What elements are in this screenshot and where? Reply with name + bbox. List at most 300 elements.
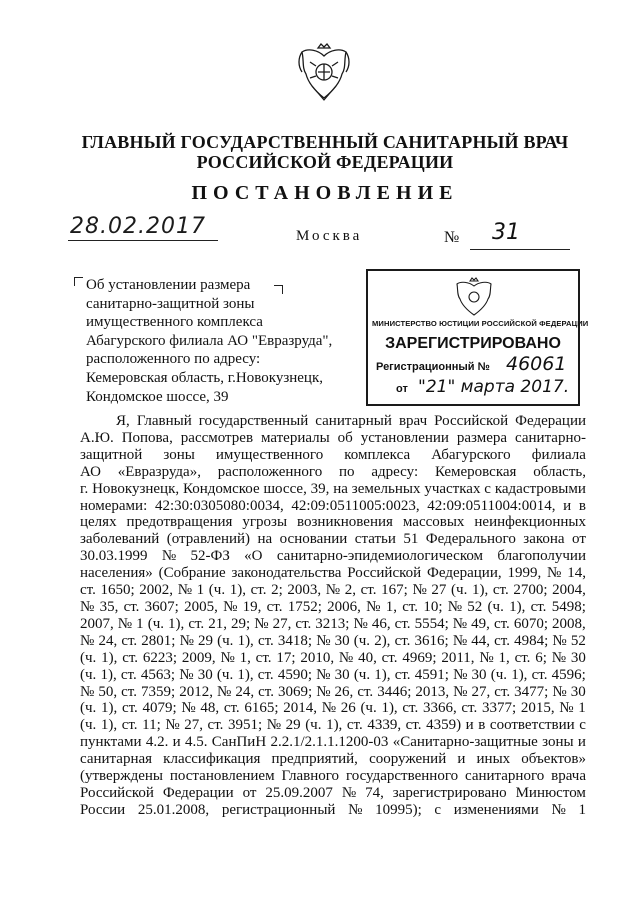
body-word: 2014, [283,700,318,717]
body-word: № [325,582,341,599]
body-word: 4591; [414,666,449,683]
body-word: ст. [402,700,419,717]
body-word: (ч. [147,615,164,632]
body-word: 2; [271,582,283,599]
body-word: 11; [142,717,161,734]
body-word: № [341,784,357,801]
body-word: ст. [207,717,224,734]
body-word: № [117,615,133,632]
body-word: Я, [116,413,130,429]
body-line [80,498,586,515]
body-word: 30 [197,666,213,683]
body-word: ст. [394,666,411,683]
body-word: ст. [258,683,274,700]
body-word: Минюстом [515,784,586,801]
body-word: адресу: [371,463,419,480]
body-word: 19, [242,598,262,615]
body-word: 49, [471,615,490,632]
body-word: ст. [394,632,411,649]
registration-stamp [366,269,589,406]
body-word: № [179,666,194,683]
body-word: с [579,717,586,734]
body-word: номерами: [80,497,148,514]
body-word: 2009, [181,649,216,666]
body-word: 24, [98,632,118,649]
body-word: санитарного [464,768,545,785]
body-word: соответствии [489,717,575,734]
body-word: 27 [431,582,447,599]
body-word: по [339,463,355,480]
body-word: государственный [198,413,309,429]
body-word: 2006, [327,598,361,615]
body-word: № [452,615,468,632]
body-word: регистрационный [221,801,336,818]
body-word: (ч. [490,666,508,683]
body-word: ст. [223,700,240,717]
body-line [80,430,586,447]
body-word: 30.03.1999 [80,548,148,565]
issuing-authority [60,132,590,172]
body-word: в [578,497,586,514]
body-word: 4563; [140,666,176,683]
body-word: 4984; [514,632,549,649]
body-word: (ч. [80,649,97,666]
body-word: 17; [276,649,296,666]
body-word: № [80,632,95,649]
body-word: 5554; [414,615,449,632]
subject-line: имущественного комплекса [86,314,263,331]
body-word: угрозы [242,514,288,531]
body-word: ст. [121,632,138,649]
body-word: № [220,649,235,666]
body-word: зарегистрировано [392,784,507,801]
body-word: ст. [188,615,205,632]
body-word: 52 [570,632,586,649]
body-word: (ч. [80,700,97,717]
body-word: (ч. [360,700,377,717]
body-word: № [366,598,381,615]
body-word: ст. [257,632,274,649]
body-word: санитарный [315,413,392,429]
body-word: 27, [471,683,491,700]
body-word: № [161,548,177,565]
document-number: 31 [492,220,520,245]
body-word: санитарно- [515,429,586,446]
body-word: № [321,700,337,717]
body-word: 4969; [402,649,437,666]
body-word: Новокузнецк, [92,480,180,497]
body-word: № [223,598,238,615]
body-word: ст. [357,683,374,700]
body-word: зоны [163,446,195,463]
body-word: ст. [461,700,478,717]
body-word: 2015, [520,700,555,717]
subject-line: расположенного по адресу: [86,351,261,368]
document-type: ПОСТАНОВЛЕНИЕ [191,182,459,204]
body-word: ст. [121,700,138,717]
body-word: 1), [229,582,246,599]
body-word: ст. [494,683,511,700]
body-line [80,531,586,548]
body-word: 2700; [513,582,548,599]
body-word: 1), [381,700,398,717]
body-word: 1), [509,598,526,615]
body-word: 26, [334,683,354,700]
body-line [80,633,586,650]
body-word: на [333,480,348,497]
body-word: № [552,683,567,700]
body-word: 29 [285,717,301,734]
body-word: Федерации [515,413,586,429]
subject-bracket-left [74,277,83,286]
stamp-reg-number: 46061 [506,353,567,375]
document-subject [86,276,336,406]
body-word: ст. [120,666,137,683]
body-line [80,717,586,734]
body-word: изменениями [453,801,539,818]
body-word: 52 [467,598,483,615]
body-word: ст. [255,649,272,666]
body-word: 1, [239,649,251,666]
body-word: 40, [358,649,377,666]
body-word: основании [279,531,348,548]
body-word: и [465,717,474,734]
body-word: населения» [80,565,153,582]
body-word: СанПиН [211,734,267,751]
body-word: № [551,801,566,818]
body-word: закона [523,531,565,548]
number-label: № [444,229,460,246]
body-word: сооружений [369,751,447,768]
body-word: ст. [346,717,363,734]
body-word: 44, [471,632,491,649]
body-word: возникновения [297,514,393,531]
body-word: 52-ФЗ [190,548,230,565]
body-word: ст. [121,717,138,734]
body-word: г. [80,480,89,497]
body-word: (ч. [216,666,234,683]
body-line [80,667,586,684]
body-word: (ч. [487,598,504,615]
body-word: 4079; [142,700,177,717]
body-word: ст. [531,666,548,683]
body-word: земельных [351,480,421,497]
body-word: предприятий, [271,751,358,768]
body-word: 3607; [144,598,179,615]
subject-line: Об установлении размера [86,277,251,293]
body-word: 2003, [287,582,322,599]
body-word: Кондомское [182,480,260,497]
body-word: врача [551,768,586,785]
body-word: Главного [281,768,340,785]
body-word: № [80,683,95,700]
body-word: № [266,717,282,734]
body-word: ст. [123,598,140,615]
body-word: № [547,565,562,582]
body-word: на [257,531,273,548]
body-word: ст. [266,598,283,615]
stamp-registered: ЗАРЕГИСТРИРОВАНО [385,335,561,352]
body-word: (ч. [80,717,97,734]
body-word: 29 [198,632,214,649]
body-word: АО [80,463,101,480]
body-word: 1), [168,615,185,632]
body-word: с [434,801,442,818]
body-word: объектов» [521,751,586,768]
body-word: государственного [345,768,459,785]
body-word: 48, [200,700,220,717]
body-word: 1999, [507,565,542,582]
body-word: 1), [101,700,118,717]
body-word: ст. [494,632,510,649]
body-word: иных [476,751,511,768]
body-word: 2801; [141,632,176,649]
body-word: № [479,649,494,666]
body-word: санитарная [80,751,153,768]
body-word: установлении [360,429,449,446]
body-word: ст. [405,717,422,734]
body-word: 6223; [142,649,178,666]
body-word: зоны [542,734,574,751]
body-word: 1 [578,700,586,717]
body-word: 1), [237,666,254,683]
body-word: 30 [334,632,350,649]
body-word: ст. [381,649,398,666]
body-word: 1), [101,649,118,666]
body-word: 2013, [415,683,450,700]
body-word: 42:09:0511005:0023, [291,497,420,514]
stamp-emblem-icon [452,277,496,317]
body-word: 3377; [481,700,517,717]
body-word: размера [456,429,508,446]
body-line [80,464,586,481]
body-word: массовых [402,514,465,531]
body-word: Главный [136,413,192,429]
body-word: № [179,632,194,649]
body-word: 2.2.1/2.1.1.1200-03 [270,734,389,751]
body-line [80,514,586,531]
body-word: 3951; [227,717,263,734]
subject-line: Кемеровская область, г.Новокузнецк, [86,369,323,386]
body-word: 1 [578,801,586,818]
body-word: № [316,683,331,700]
body-word: 1, [385,598,397,615]
body-word: расположенного [217,463,323,480]
body-word: № [453,666,468,683]
body-word: 30 [570,649,586,666]
body-word: 1), [374,666,391,683]
body-word: 4.2. [145,734,169,751]
body-word: Федерального [425,531,516,548]
body-word: целях [80,514,117,531]
body-word: в [478,717,486,734]
body-word: 1752; [287,598,322,615]
subject-line: Абагурского филиала АО "Евразруда", [86,332,333,349]
body-word: № [165,717,180,734]
body-word: 25.01.2008, [137,801,210,818]
body-word: ст. [250,582,267,599]
stamp-ministry: МИНИСТЕРСТВО ЮСТИЦИИ РОССИЙСКОЙ ФЕДЕРАЦИИ [372,319,589,328]
body-word: ст. [402,598,419,615]
body-word: 6; [535,649,547,666]
body-word: пунктами [80,734,142,751]
body-word: 2007, [80,615,114,632]
body-word: 2004, [552,582,586,599]
body-word: Федерации [162,784,234,801]
body-word: 1), [326,717,343,734]
body-word: 27, [272,615,292,632]
body-word: «О [244,548,263,565]
document-date: 28.02.2017 [70,214,206,239]
body-word: 39, [310,480,330,497]
body-word: № [316,666,331,683]
body-word: 2002, [139,582,174,599]
body-word: 3616; [414,632,449,649]
body-word: № [552,632,567,649]
body-word: 74, [365,784,384,801]
body-word: и [457,751,466,768]
body-word: рассмотрев [180,429,254,446]
body-word: ст. [121,683,137,700]
body-word: ст. [122,649,139,666]
body-word: 167; [381,582,408,599]
body-line [80,481,586,498]
body-word: законодательства [231,565,342,582]
body-word: с [484,480,491,497]
body-word: 3477; [514,683,549,700]
body-word: 10995); [375,801,422,818]
body-word: неинфекционных [474,514,586,531]
body-word: № [216,683,232,700]
body-word: благополучии [497,548,586,565]
body-word: № [80,598,95,615]
body-word: № [551,649,567,666]
body-word: ст. [530,598,547,615]
body-word: Кемеровская [434,463,517,480]
body-word: (утверждены [80,768,163,785]
body-word: заболеваний [80,531,160,548]
body-word: № [447,598,463,615]
body-word: (ч. [80,666,97,683]
body-word: 27, [184,717,203,734]
body-word: 2005, [184,598,218,615]
body-word: А.Ю. [80,429,114,446]
body-word: врач [398,413,428,429]
body-word: № [453,683,468,700]
document-body [80,413,586,819]
body-word: 14, [567,565,586,582]
body-line [80,565,586,582]
body-word: 29; [231,615,251,632]
document-city: Москва [296,228,363,244]
subject-line: санитарно-защитной зоны [86,295,255,312]
body-word: 42:09:0511004:0014, [427,497,556,514]
body-word: № [348,801,363,818]
body-word: и [577,734,586,751]
body-word: № [177,582,192,599]
body-word: материалы [260,429,330,446]
body-word: Российской [80,784,154,801]
body-word: от [242,784,257,801]
body-word: 42:30:0305080:0034, [154,497,284,514]
body-word: 30 [570,683,586,700]
body-word: № [412,582,427,599]
body-word: 6070; [513,615,548,632]
body-word: 2, [344,582,356,599]
body-word: (ч. [353,666,371,683]
body-word: от [572,531,586,548]
body-word: об [337,429,353,446]
body-word: 2011, [441,649,475,666]
body-word: шоссе, [263,480,307,497]
body-word: Российской [347,565,422,582]
body-word: № [559,700,574,717]
body-word: 2010, [300,649,335,666]
body-line [80,785,586,802]
subject-line: Кондомское шоссе, 39 [86,388,229,405]
body-word: ст. [295,615,312,632]
body-word: № [353,615,368,632]
body-word: участках [424,480,481,497]
body-word: 3069; [277,683,313,700]
body-word: 26 [340,700,356,717]
body-word: Абагурского [431,446,511,463]
body-word: (ч. [305,717,322,734]
body-word: Попова, [121,429,173,446]
body-word: 10; [423,598,443,615]
body-word: и [563,497,572,514]
body-word: 4.5. [184,734,208,751]
body-line [80,802,586,819]
body-word: 46, [371,615,391,632]
body-word: 4359) [426,717,462,734]
body-word: № [254,615,269,632]
body-word: 51 [403,531,419,548]
body-word: 3213; [315,615,350,632]
body-word: 1), [100,666,117,683]
body-word: 4590; [277,666,312,683]
number-underline [470,249,570,250]
body-word: предотвращения [126,514,233,531]
body-word: 24, [235,683,255,700]
body-word: 21, [208,615,227,632]
body-word: 1 [196,582,205,599]
body-line [80,768,586,785]
body-word: России [80,801,126,818]
body-word: филиала [531,446,586,463]
body-word: ст. [493,615,510,632]
body-word: ст. [492,582,509,599]
body-line [80,582,586,599]
date-underline [68,240,218,241]
body-word: (отравлений) [166,531,251,548]
body-word: комплекса [344,446,411,463]
body-word: ст. [80,582,96,599]
body-word: кадастровыми [494,480,586,497]
body-word: 30 [334,666,350,683]
body-line [80,684,586,701]
body-word: 1, [498,649,510,666]
body-word: 2), [374,632,391,649]
body-word: Федерации, [427,565,502,582]
body-word: № [316,632,331,649]
body-word: Российской [434,413,509,429]
body-word: ст. [257,666,274,683]
body-word: 1), [237,632,254,649]
body-word: № [181,700,196,717]
body-word: № [338,649,354,666]
body-word: 1 [136,615,144,632]
